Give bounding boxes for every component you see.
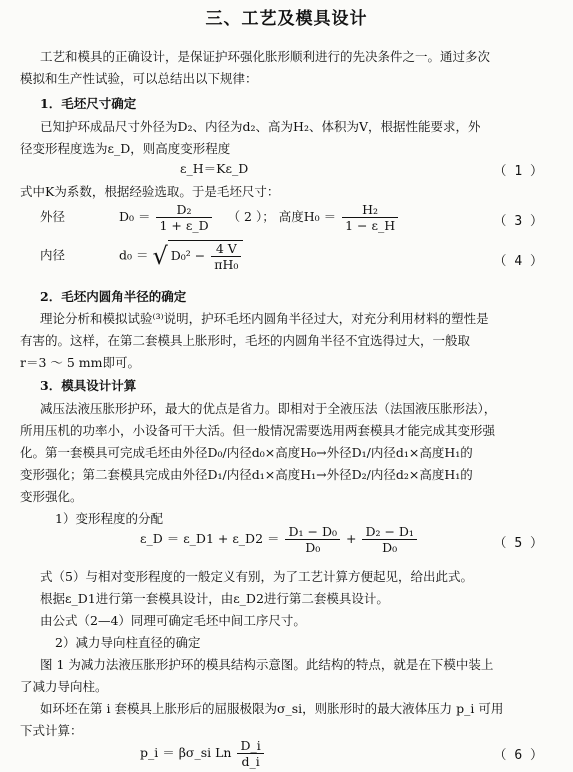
intro-line-1: 工艺和模具的正确设计，是保证护环强化胀形顺利进行的先决条件之一。通过多次	[40, 49, 491, 64]
equation-4-radicand	[168, 240, 244, 272]
equation-5-numerator-1: D₁ − D₀	[285, 524, 340, 540]
equation-3-number: （ 3 ）	[493, 214, 543, 229]
equation-5-fraction-1	[285, 524, 340, 555]
height-label: 高度H₀ ＝	[278, 209, 337, 224]
equation-6	[140, 738, 266, 769]
equation-5-denominator-1: D₀	[305, 540, 321, 555]
equation-1-number: （ 1 ）	[493, 164, 543, 179]
subheading-guide-post: 2）减力导向柱直径的确定	[55, 635, 201, 650]
para-3-line-3: r＝3 ～ 5 mm即可。	[20, 355, 141, 370]
para-4-line-1: 减压法液压胀形护环，最大的优点是省力。即相对于全液压法（法国液压胀形法），	[40, 401, 497, 416]
equation-6-lhs: p_i ＝ βσ_si Ln	[140, 745, 232, 760]
para-4-line-5: 变形强化。	[20, 489, 83, 504]
equation-4-number: （ 4 ）	[493, 254, 543, 269]
equation-3-numerator: H₂	[342, 202, 398, 218]
para-1-line-1: 已知护环成品尺寸外径为D₂、内径为d₂、高为H₂、体积为V，根据性能要求，外	[40, 119, 481, 134]
equation-2-3	[40, 202, 400, 233]
para-6-line-2: 了减力导向柱。	[20, 679, 108, 694]
equation-5-lhs: ε_D ＝ ε_D1 + ε_D2 ＝	[140, 531, 280, 546]
square-root-icon: √	[152, 242, 168, 270]
heading-die-design: 3．模具设计计算	[40, 378, 137, 393]
equation-2-numerator: D₂	[156, 202, 211, 218]
equation-2-number: （ 2 ）；	[227, 209, 275, 224]
para-6-line-4: 下式计算：	[20, 723, 83, 738]
equation-6-fraction	[237, 738, 263, 769]
section-title: 三、工艺及模具设计	[205, 9, 368, 29]
equation-4-denominator: πH₀	[214, 257, 239, 272]
equation-6-number: （ 6 ）	[493, 748, 543, 763]
para-4-line-2: 所用压机的功率小，小设备可干大活。但一般情况需要选用两套模具才能完成其变形强	[20, 423, 496, 438]
equation-6-numerator: D_i	[237, 738, 263, 754]
equation-4-body: D₀² −	[170, 248, 206, 263]
para-3-line-2: 有害的。这样，在第二套模具上胀形时，毛坯的内圆角半径不宜选得过大，一般取	[20, 333, 471, 348]
para-4-line-4: 变形强化；第二套模具完成由外径D₁/内径d₁×高度H₁→外径D₂/内径d₂×高度H₁的	[20, 467, 473, 482]
equation-2-lhs: D₀ ＝	[118, 209, 151, 224]
para-5-line-2: 根据ε_D1进行第一套模具设计，由ε_D2进行第二套模具设计。	[40, 591, 389, 606]
intro-line-2: 模拟和生产性试验，可以总结出以下规律：	[20, 71, 258, 86]
para-1-line-2: 径变形程度选为ε_D，则高度变形程度	[20, 141, 231, 156]
equation-1: ε_H＝Kε_D	[180, 161, 249, 176]
equation-4-numerator: 4 V	[211, 241, 241, 257]
equation-2-denominator: 1 + ε_D	[159, 218, 209, 233]
equation-3-fraction	[342, 202, 398, 233]
equation-5-plus: +	[345, 531, 357, 546]
equation-5-denominator-2: D₀	[382, 540, 398, 555]
subheading-strain-distribution: 1）变形程度的分配	[55, 511, 163, 526]
equation-4	[40, 240, 243, 272]
equation-5-numerator-2: D₂ − D₁	[362, 524, 417, 540]
outer-diameter-label: 外径	[40, 209, 66, 224]
inner-diameter-label: 内径	[40, 247, 66, 263]
equation-5-fraction-2	[362, 524, 417, 555]
para-4-line-3: 化。第一套模具可完成毛坯由外径D₀/内径d₀×高度H₀→外径D₁/内径d₁×高度H₁的	[20, 445, 473, 460]
equation-5-number: （ 5 ）	[493, 536, 543, 551]
para-3-line-1: 理论分析和模拟试验⁽³⁾说明，护环毛坯内圆角半径过大，对充分利用材料的塑性是	[40, 311, 489, 326]
equation-4-fraction	[211, 241, 241, 272]
para-5-line-1: 式（5）与相对变形程度的一般定义有别，为了工艺计算方便起见，给出此式。	[40, 569, 473, 584]
equation-4-lhs: d₀ ＝	[118, 247, 149, 263]
equation-2-fraction	[156, 202, 211, 233]
para-6-line-3: 如环坯在第 i 套模具上胀形后的屈服极限为σ_si，则胀形时的最大液体压力 p_i 可用	[40, 701, 504, 716]
para-5-line-3: 由公式（2—4）同理可确定毛坯中间工序尺寸。	[40, 613, 306, 628]
para-2: 式中K为系数，根据经验选取。于是毛坯尺寸：	[20, 184, 280, 199]
heading-fillet-radius: 2．毛坯内圆角半径的确定	[40, 289, 187, 304]
heading-blank-size: 1．毛坯尺寸确定	[40, 96, 137, 111]
equation-3-denominator: 1 − ε_H	[345, 218, 396, 233]
equation-5	[140, 524, 419, 555]
equation-6-denominator: d_i	[241, 754, 260, 769]
para-6-line-1: 图 1 为减力法液压胀形护环的模具结构示意图。此结构的特点，就是在下模中装上	[40, 657, 494, 672]
